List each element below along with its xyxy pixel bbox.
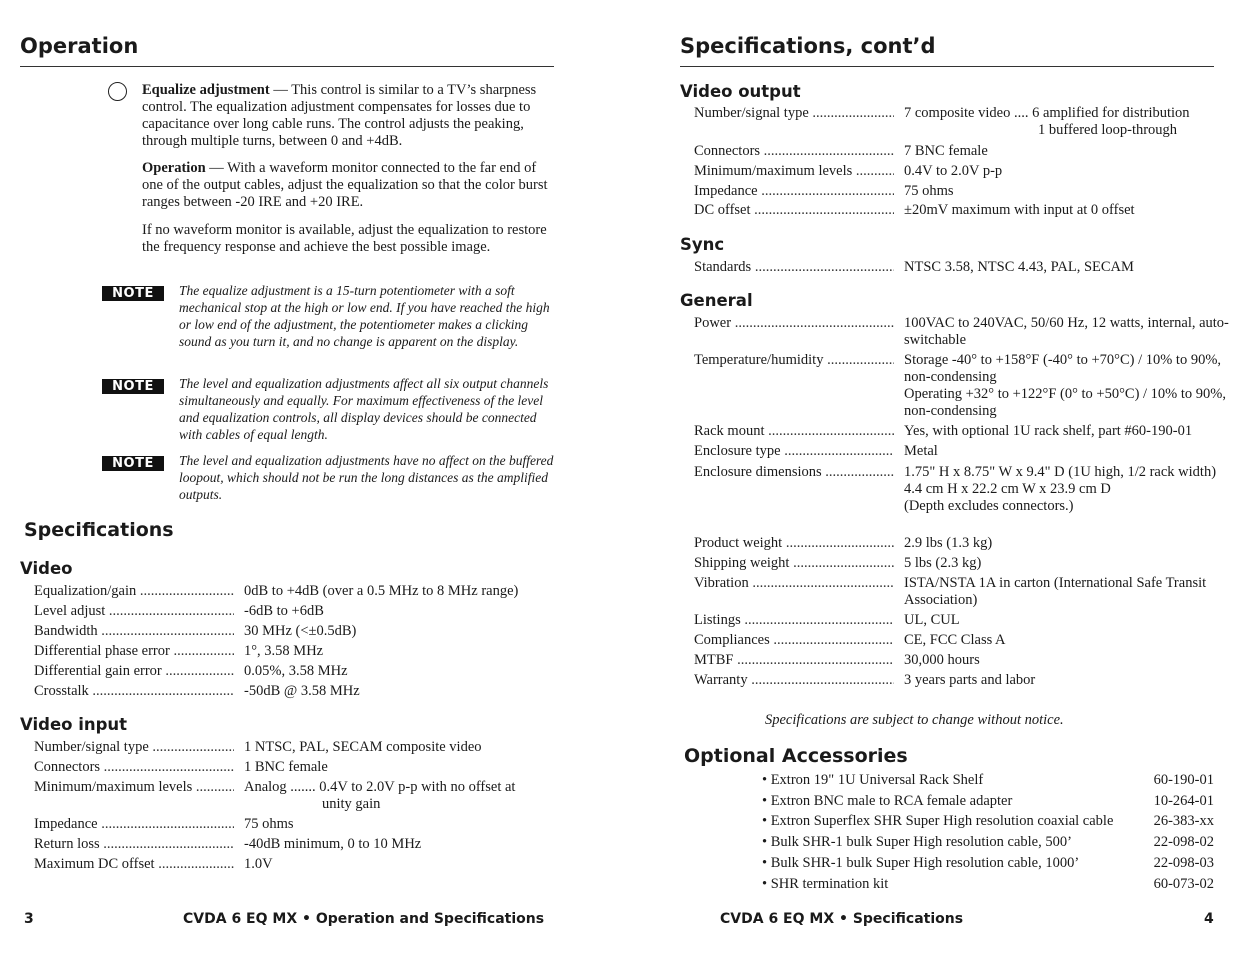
note-badge: NOTE bbox=[102, 456, 164, 471]
video-input-heading: Video input bbox=[20, 715, 128, 734]
equalize-term: Equalize adjustment bbox=[142, 82, 270, 98]
sync-heading: Sync bbox=[680, 235, 725, 254]
page-footer: CVDA 6 EQ MX • Specifications bbox=[720, 911, 964, 927]
accessories-heading: Optional Accessories bbox=[684, 745, 908, 767]
left-page: Operation Equalize adjustment — This control is similar to a TV’s sharpness control. The equalization adjustment compensates for losses due to capacitance over long cable runs. The control adjusts the peaking, through multiple turns, between 0 and +4dB. Operation — With a waveform monitor connected to the far end of one of the output cables, adjust the equalization so that the color burst ranges between -20 IRE and +20 IRE. If no waveform monitor is available, adjust the equalization to restore the frequency response and achieve the best possible image. NOTE The equalize adjustment is a 15-turn potentiometer with a soft mechanical stop at the high or low end. If you have reached the high or low end of the adjustment, the potentiometer makes a clicking sound as you turn it, and no change is apparent on the display. NOTE The level and equalization adjustments affect all six output channels simultaneously and equally. For maximum effectiveness of the level and equalization controls, all display devices should be connected with cables of equal length. NOTE The level and equalization adjustments have no affect on the buffered loopout, which should not be run the long distances as the amplified outputs. Specifications Video Equalization/gain ..... 0dB to +4dB (over a 0.5 MHz to 8 MHz range) Level adjust ..... -6dB to +6dB Bandwidth ..... 30 MHz (<±0.5dB) Differential phase error ..... 1°, 3.58 MHz Differential gain error ..... 0.05%, 3.58 MHz Crosstalk ..... -50dB @ 3.58 MHz Video input Number/signal type ..... 1 NTSC, PAL, SECAM composite video Connectors ..... 1 BNC female Minimum/maximum levels ..... Analog ....... 0.4V to 2.0V p-p with no offset at unity gain Impedance ..... 75 ohms Return loss ..... -40dB minimum, 0 to 10 MHz Maximum DC offset ..... 1.0V 3 CVDA 6 EQ MX • Operation and Specifications bbox=[20, 0, 555, 954]
note-text: The level and equalization adjustments have no affect on the buffered loopout, which should not be run the long distances as the amplified outputs. bbox=[179, 453, 554, 502]
right-page: Specifications, cont’d Video output Number/signal type ..... 7 composite video .... 6 amplified for distribution 1 buffered loop-through Connectors ..... 7 BNC female Minimum/maximum levels ..... 0.4V to 2.0V p-p Impedance ..... 75 ohms DC offset ..... ±20mV maximum with input at 0 offset Sync Standards ..... NTSC 3.58, NTSC 4.43, PAL, SECAM General Power ..... 100VAC to 240VAC, 50/60 Hz, 12 watts, internal, auto-switchable Temperature/humidity ..... Storage -40° to +158°F (-40° to +70°C) / 10% to 90%, non-condensing Operating +32° to +122°F (0° to +50°C) / 10% to 90%, non-condensing Rack mount ..... Yes, with optional 1U rack shelf, part #60-190-01 Enclosure type ..... Metal Enclosure dimensions ..... 1.75" H x 8.75" W x 9.4" D (1U high, 1/2 rack width) 4.4 cm H x 22.2 cm W x 23.9 cm D (Depth excludes connectors.) Product weight ..... 2.9 lbs (1.3 kg) Shipping weight ..... 5 lbs (2.3 kg) Vibration ..... ISTA/NSTA 1A in carton (International Safe Transit Association) Listings ..... UL, CUL Compliances ..... CE, FCC Class A MTBF ..... 30,000 hours Warranty ..... 3 years parts and labor Specifications are subject to change without notice. Optional Accessories • Extron 19" 1U Universal Rack Shelf 60-190-01 • Extron BNC male to RCA female adapter 10-264-01 • Extron Superflex SHR Super High resolution coaxial cable 26-383-xx • Bulk SHR-1 bulk Super High resolution cable, 500’ 22-098-02 • Bulk SHR-1 bulk Super High resolution cable, 1000’ 22-098-03 • SHR termination kit 60-073-02 CVDA 6 EQ MX • Specifications 4 bbox=[680, 0, 1215, 954]
equalize-paragraph bbox=[142, 82, 554, 150]
title-rule bbox=[20, 66, 554, 67]
general-heading: General bbox=[680, 291, 753, 310]
note-text: The equalize adjustment is a 15-turn potentiometer with a soft mechanical stop at the high or low end. If you have reached the high or low end of the adjustment, the potentiometer makes a clicking sound as you turn it, and no change is apparent on the display. bbox=[179, 283, 550, 349]
note-badge: NOTE bbox=[102, 379, 164, 394]
title-rule bbox=[680, 66, 1214, 67]
equalize-knob-icon bbox=[108, 82, 127, 101]
note-badge: NOTE bbox=[102, 286, 164, 301]
page-number: 3 bbox=[24, 911, 34, 927]
operation-text: — With a waveform monitor connected to the far end of one of the output cables, adjust the equalization so that the color burst ranges between -20 IRE and +20 IRE. bbox=[142, 160, 548, 210]
disclaimer: Specifications are subject to change without notice. bbox=[765, 712, 1064, 728]
page-title: Specifications, cont’d bbox=[680, 34, 936, 58]
page-number: 4 bbox=[1204, 911, 1214, 927]
no-monitor-paragraph: If no waveform monitor is available, adjust the equalization to restore the frequency response and achieve the best possible image. bbox=[142, 222, 547, 255]
equalize-text: — This control is similar to a TV’s sharpness control. The equalization adjustment compensates for losses due to capacitance over long cable runs. The control adjusts the peaking, through multiple turns, between 0 and +4dB. bbox=[142, 82, 537, 149]
operation-term: Operation bbox=[142, 160, 206, 176]
page-title: Operation bbox=[20, 34, 139, 58]
video-heading: Video bbox=[20, 559, 73, 578]
page-footer: CVDA 6 EQ MX • Operation and Specifications bbox=[183, 911, 545, 927]
video-output-heading: Video output bbox=[680, 82, 801, 101]
specifications-heading: Specifications bbox=[24, 519, 174, 541]
operation-paragraph bbox=[142, 160, 554, 211]
note-text: The level and equalization adjustments affect all six output channels simultaneously and equally. For maximum effectiveness of the level and equalization controls, all display devices should be connected with cables of equal length. bbox=[179, 376, 549, 442]
